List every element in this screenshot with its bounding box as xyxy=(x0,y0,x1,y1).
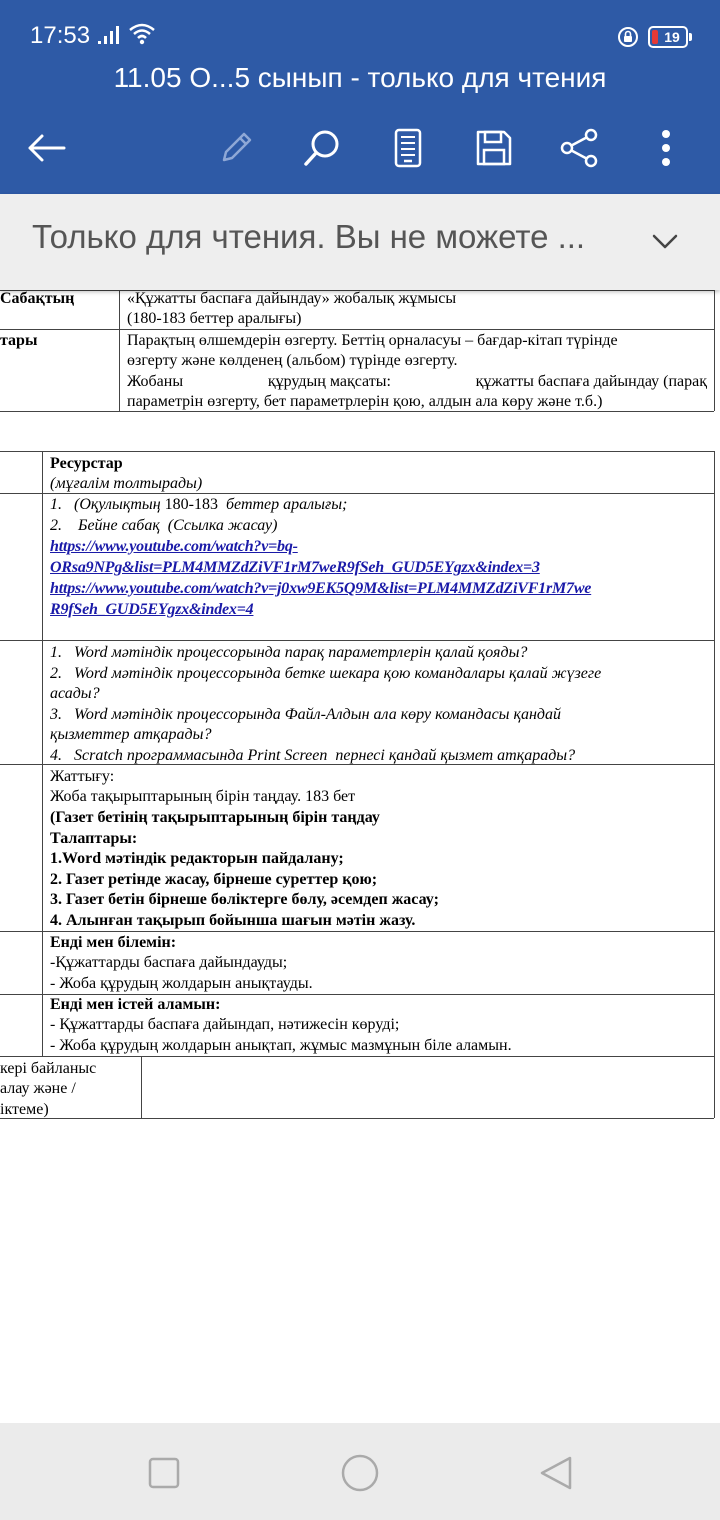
youtube-link-1[interactable]: https://www.youtube.com/watch?v=bq- xyxy=(50,538,298,555)
exercise-line: 3. Газет бетін бірнеше бөліктерге бөлу, әсемдеп жасау; xyxy=(50,891,439,908)
youtube-link-2[interactable]: R9fSeh_GUD5EYgzx&index=4 xyxy=(50,601,254,618)
share-icon xyxy=(559,128,599,168)
ability-heading: Енді мен істей аламын: xyxy=(50,996,221,1013)
table-border xyxy=(0,1118,714,1119)
battery-icon xyxy=(648,26,688,48)
resource-item xyxy=(50,495,347,516)
goals-line: Парақтың өлшемдерін өзгерту. Беттің орналасуы – бағдар-кітап түрінде xyxy=(127,332,618,349)
knowledge-line: -Құжаттарды баспаға дайындауды; xyxy=(50,954,288,971)
question-item: 1. Word мәтіндік процессорында парақ параметрлерін қалай қояды? xyxy=(50,644,528,661)
more-options-button[interactable] xyxy=(642,124,690,172)
share-button[interactable] xyxy=(555,124,603,172)
feedback-label: кері байланыс xyxy=(0,1060,97,1077)
banner-text: Только для чтения. Вы не можете ... xyxy=(32,218,586,255)
question-item: асады? xyxy=(50,685,100,702)
question-item: 3. Word мәтіндік процессорында Файл-Алдын ала көру командасы қандай xyxy=(50,706,562,723)
goals-word: құжатты баспаға дайындау (парақ xyxy=(475,373,707,390)
youtube-link-1[interactable]: ORsa9NPg&list=PLM4MMZdZiVF1rM7weR9fSeh_GUD5EYgzx&index=3 xyxy=(50,559,540,576)
arrow-left-icon xyxy=(26,133,66,163)
back-nav-button[interactable] xyxy=(532,1449,580,1497)
table-border xyxy=(42,451,43,1056)
question-item: қызметтер атқарады? xyxy=(50,726,212,743)
table-border xyxy=(0,451,714,452)
feedback-label: алау және / xyxy=(0,1080,76,1097)
knowledge-heading: Енді мен білемін: xyxy=(50,934,177,951)
save-icon xyxy=(474,128,514,168)
document-title: 11.05 О...5 сынып - только для чтения xyxy=(113,62,607,93)
feedback-label: іктеме) xyxy=(0,1101,49,1118)
save-button[interactable] xyxy=(470,124,518,172)
mobile-view-button[interactable] xyxy=(384,124,432,172)
mobile-view-icon xyxy=(393,128,423,168)
exercise-line: 1.Word мәтіндік редакторын пайдалану; xyxy=(50,850,344,867)
ability-line: - Құжаттарды баспаға дайындап, нәтижесін көруді; xyxy=(50,1016,400,1033)
goals-line: өзгерту және көлденең (альбом) түрінде өзгерту. xyxy=(127,352,458,369)
resources-heading: Ресурстар xyxy=(50,455,123,472)
lesson-label: Сабақтың xyxy=(0,290,75,307)
read-only-banner[interactable] xyxy=(0,194,720,290)
resource-item: 2. Бейне сабақ (Ссылка жасау) xyxy=(50,517,278,534)
table-border xyxy=(714,451,715,1118)
resource-text: беттер аралығы; xyxy=(226,496,348,513)
question-item: 4. Scratch программасында Print Screen пернесі қандай қызмет атқарады? xyxy=(50,747,576,764)
exercise-label: Жаттығу: xyxy=(50,768,115,785)
recents-button[interactable] xyxy=(140,1449,188,1497)
app-header xyxy=(0,0,720,194)
edit-button[interactable] xyxy=(212,124,260,172)
search-icon xyxy=(302,128,342,168)
more-vertical-icon xyxy=(661,128,671,168)
goals-word: Жобаны xyxy=(127,373,184,390)
question-item: 2. Word мәтіндік процессорында бетке шекара қою командалары қалай жүзеге xyxy=(50,665,602,682)
goals-label: тары xyxy=(0,332,38,349)
table-border xyxy=(119,290,120,411)
table-border xyxy=(141,1056,142,1118)
exercise-line: 4. Алынған тақырып бойынша шағын мәтін жазу. xyxy=(50,912,416,929)
knowledge-line: - Жоба құрудың жолдарын анықтауды. xyxy=(50,975,313,992)
exercise-line: 2. Газет ретінде жасау, бірнеше суреттер қою; xyxy=(50,871,378,888)
resource-text: Оқулықтың xyxy=(79,496,161,513)
triangle-back-icon xyxy=(538,1455,574,1491)
table-border xyxy=(0,640,714,641)
resource-number: 1. xyxy=(50,496,62,513)
status-time: 17:53 xyxy=(30,22,91,49)
chevron-down-icon[interactable] xyxy=(650,226,680,258)
lesson-topic: «Құжатты баспаға дайындау» жобалық жұмысы xyxy=(127,290,457,307)
youtube-link-2[interactable]: https://www.youtube.com/watch?v=j0xw9EK5Q9M&list=PLM4MMZdZiVF1rM7we xyxy=(50,580,592,597)
resource-pages: 180-183 xyxy=(164,496,218,513)
table-border xyxy=(714,290,715,411)
lesson-pages: (180-183 беттер аралығы) xyxy=(127,310,302,327)
table-border xyxy=(0,329,714,330)
battery-level: 19 xyxy=(664,29,680,45)
goals-line xyxy=(127,372,707,393)
document-page[interactable] xyxy=(0,290,720,1423)
exercise-line: (Газет бетінің тақырыптарының бірін таңдау xyxy=(50,809,380,826)
back-button[interactable] xyxy=(22,124,70,172)
resources-subheading: (мұғалім толтырады) xyxy=(50,475,203,492)
circle-icon xyxy=(340,1453,380,1493)
signal-icon xyxy=(98,24,122,46)
pencil-icon xyxy=(216,128,256,168)
status-bar xyxy=(0,22,720,56)
rotation-lock-icon xyxy=(617,26,639,48)
resource-text: ( xyxy=(74,496,80,513)
goals-line: параметрін өзгерту, бет параметрлерін қою, алдын ала көру және т.б.) xyxy=(127,393,603,410)
search-button[interactable] xyxy=(298,124,346,172)
square-icon xyxy=(148,1457,180,1489)
wifi-icon xyxy=(128,22,156,46)
ability-line: - Жоба құрудың жолдарын анықтап, жұмыс мазмұнын біле аламын. xyxy=(50,1037,512,1054)
goals-word: құрудың мақсаты: xyxy=(267,373,391,390)
exercise-line: Талаптары: xyxy=(50,830,138,847)
system-nav-bar xyxy=(0,1423,720,1520)
exercise-line: Жоба тақырыптарының бірін таңдау. 183 бет xyxy=(50,788,356,805)
home-button[interactable] xyxy=(336,1449,384,1497)
